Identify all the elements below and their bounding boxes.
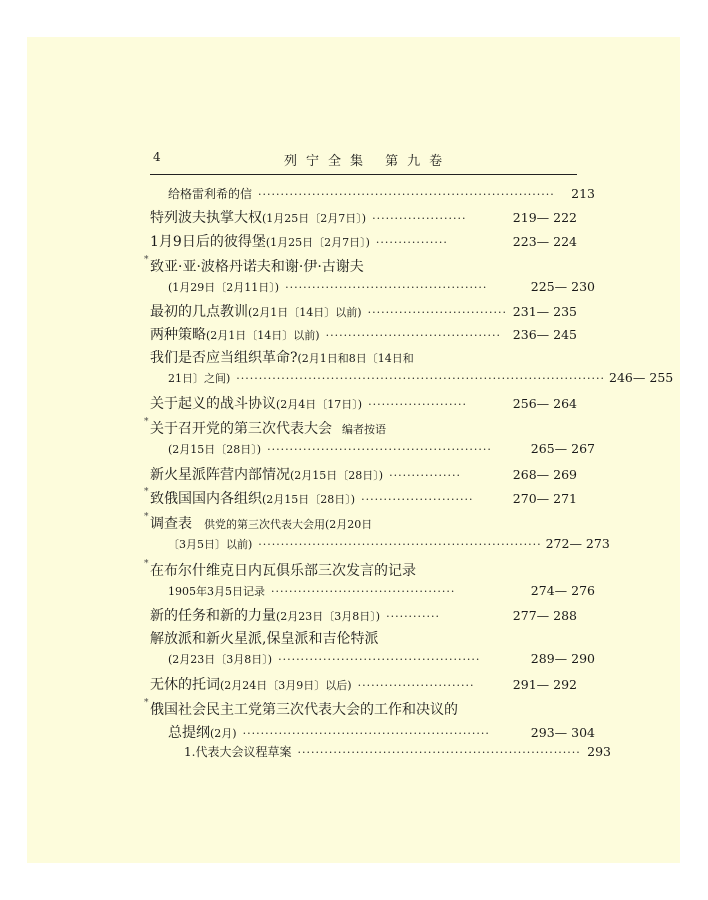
page-number: 4 xyxy=(153,150,161,164)
entry-title: 关于召开党的第三次代表大会 xyxy=(150,421,332,437)
leader-dots: ············································· xyxy=(278,653,481,666)
entry-date: (2月23日〔3月8日〕) xyxy=(168,653,273,666)
entry-title: 1月9日后的彼得堡 xyxy=(150,234,266,250)
toc-entry xyxy=(150,628,577,650)
toc-entry xyxy=(150,347,577,369)
entry-pages: 268— 269 xyxy=(512,467,577,482)
leader-dots: ·················································································· xyxy=(236,372,606,385)
entry-pages: 213 xyxy=(571,186,595,201)
entry-pages: 293 xyxy=(587,744,611,759)
entry-pages: 225— 230 xyxy=(530,279,595,294)
entry-title: 俄国社会民主工党第三次代表大会的工作和决议的 xyxy=(150,702,458,718)
annotation-marker: * xyxy=(144,255,149,265)
entry-date: (1月25日〔2月7日〕) xyxy=(262,212,367,225)
entry-title: 无休的托词 xyxy=(150,677,220,693)
running-title: 列宁全集 第九卷 xyxy=(284,154,452,169)
leader-dots: ·································································· xyxy=(258,188,555,201)
entry-pages: 289— 290 xyxy=(530,651,595,666)
entry-pages: 291— 292 xyxy=(512,677,577,692)
entry-title: 两种策略 xyxy=(150,327,206,343)
entry-date: (2月1日〔14日〕以前) xyxy=(206,329,320,342)
toc-entry xyxy=(150,324,577,346)
entry-title: 解放派和新火星派,保皇派和吉伦特派 xyxy=(150,631,379,647)
entry-title: 新的任务和新的力量 xyxy=(150,608,276,624)
toc-entry xyxy=(150,441,595,463)
annotation-marker: * xyxy=(144,487,149,497)
toc-entry xyxy=(150,185,595,207)
toc-entry xyxy=(150,536,610,558)
entry-date: 1905年3月5日记录 xyxy=(168,585,265,598)
toc-entry xyxy=(150,605,577,627)
leader-dots: ························· xyxy=(361,493,474,506)
entry-title: 新火星派阵营内部情况 xyxy=(150,467,290,483)
leader-dots: ······························· xyxy=(367,306,507,319)
leader-dots: ················ xyxy=(389,469,462,482)
entry-date: (2月15日〔28日〕) xyxy=(290,469,384,482)
toc-entry xyxy=(150,393,577,415)
leader-dots: ············ xyxy=(386,610,441,623)
entry-date: (1月29日〔2月11日〕) xyxy=(168,281,280,294)
toc-entry xyxy=(150,583,595,605)
leader-dots: ······················································· xyxy=(242,727,490,740)
entry-title: 在布尔什维克日内瓦俱乐部三次发言的记录 xyxy=(150,563,416,579)
entry-date: (2月15日〔28日〕) xyxy=(168,443,262,456)
entry-note: 供党的第三次代表大会用(2月20日 xyxy=(204,518,373,531)
entry-title: 最初的几点教训 xyxy=(150,304,248,320)
entry-title: 致俄国国内各组织 xyxy=(150,491,262,507)
entry-pages: 272— 273 xyxy=(545,536,610,551)
entry-date: (2月) xyxy=(210,727,237,740)
entry-title: 我们是否应当组织革命? xyxy=(150,350,298,366)
entry-pages: 277— 288 xyxy=(512,608,577,623)
entry-pages: 270— 271 xyxy=(512,491,577,506)
leader-dots: ········································· xyxy=(271,585,456,598)
toc-entry xyxy=(150,207,577,229)
entry-pages: 265— 267 xyxy=(530,441,595,456)
entry-title: 特列波夫执掌大权 xyxy=(150,210,262,226)
entry-title: 调查表 xyxy=(150,516,192,532)
entry-title: 1.代表大会议程草案 xyxy=(184,745,292,759)
leader-dots: ······································· xyxy=(325,329,501,342)
entry-pages: 219— 222 xyxy=(512,210,577,225)
entry-title: 致亚·亚·波格丹诺夫和谢·伊·古谢夫 xyxy=(150,259,364,275)
toc-entry xyxy=(150,370,674,392)
toc-entry xyxy=(144,559,577,582)
entry-date: (2月15日〔28日〕) xyxy=(262,493,356,506)
entry-date: 〔3月5日〕以前) xyxy=(168,538,253,551)
toc-entry xyxy=(150,301,577,323)
toc-entry xyxy=(144,698,577,721)
toc-entry xyxy=(150,279,595,301)
entry-date: (2月1日和8日〔14日和 xyxy=(297,352,414,365)
toc-entry xyxy=(150,231,577,253)
annotation-marker: * xyxy=(144,559,149,569)
entry-note: 编者按语 xyxy=(342,423,386,436)
entry-pages: 256— 264 xyxy=(512,396,577,411)
leader-dots: ············································· xyxy=(285,281,488,294)
toc-entry xyxy=(150,464,577,486)
entry-date: 21日〕之间) xyxy=(168,372,231,385)
entry-pages: 246— 255 xyxy=(609,370,674,385)
entry-title: 总提纲 xyxy=(168,725,210,741)
toc-entry xyxy=(150,651,595,673)
leader-dots: ······························································· xyxy=(297,746,581,759)
toc-entry xyxy=(144,417,577,440)
leader-dots: ······························································· xyxy=(258,538,542,551)
entry-title: 关于起义的战斗协议 xyxy=(150,396,276,412)
entry-pages: 231— 235 xyxy=(512,304,577,319)
leader-dots: ·················································· xyxy=(267,443,492,456)
entry-date: (2月23日〔3月8日〕) xyxy=(276,610,381,623)
entry-date: (2月4日〔17日〕) xyxy=(276,398,363,411)
leader-dots: ······················ xyxy=(368,398,468,411)
leader-dots: ·························· xyxy=(357,679,475,692)
entry-date: (1月25日〔2月7日〕) xyxy=(265,236,370,249)
entry-pages: 223— 224 xyxy=(512,234,577,249)
toc-entry xyxy=(144,487,577,510)
toc-entry xyxy=(150,743,611,765)
entry-pages: 274— 276 xyxy=(530,583,595,598)
toc-entry xyxy=(150,674,577,696)
toc-entry xyxy=(144,512,577,535)
annotation-marker: * xyxy=(144,512,149,522)
header-rule xyxy=(150,174,577,175)
entry-pages: 293— 304 xyxy=(530,725,595,740)
toc-entry xyxy=(144,255,577,278)
leader-dots: ····················· xyxy=(372,212,467,225)
annotation-marker: * xyxy=(144,698,149,708)
entry-date: (2月1日〔14日〕以前) xyxy=(248,306,362,319)
entry-title: 给格雷利希的信 xyxy=(168,187,253,201)
annotation-marker: * xyxy=(144,417,149,427)
leader-dots: ················ xyxy=(375,236,448,249)
entry-pages: 236— 245 xyxy=(512,327,577,342)
entry-date: (2月24日〔3月9日〕以后) xyxy=(220,679,352,692)
toc-entry xyxy=(150,722,595,744)
